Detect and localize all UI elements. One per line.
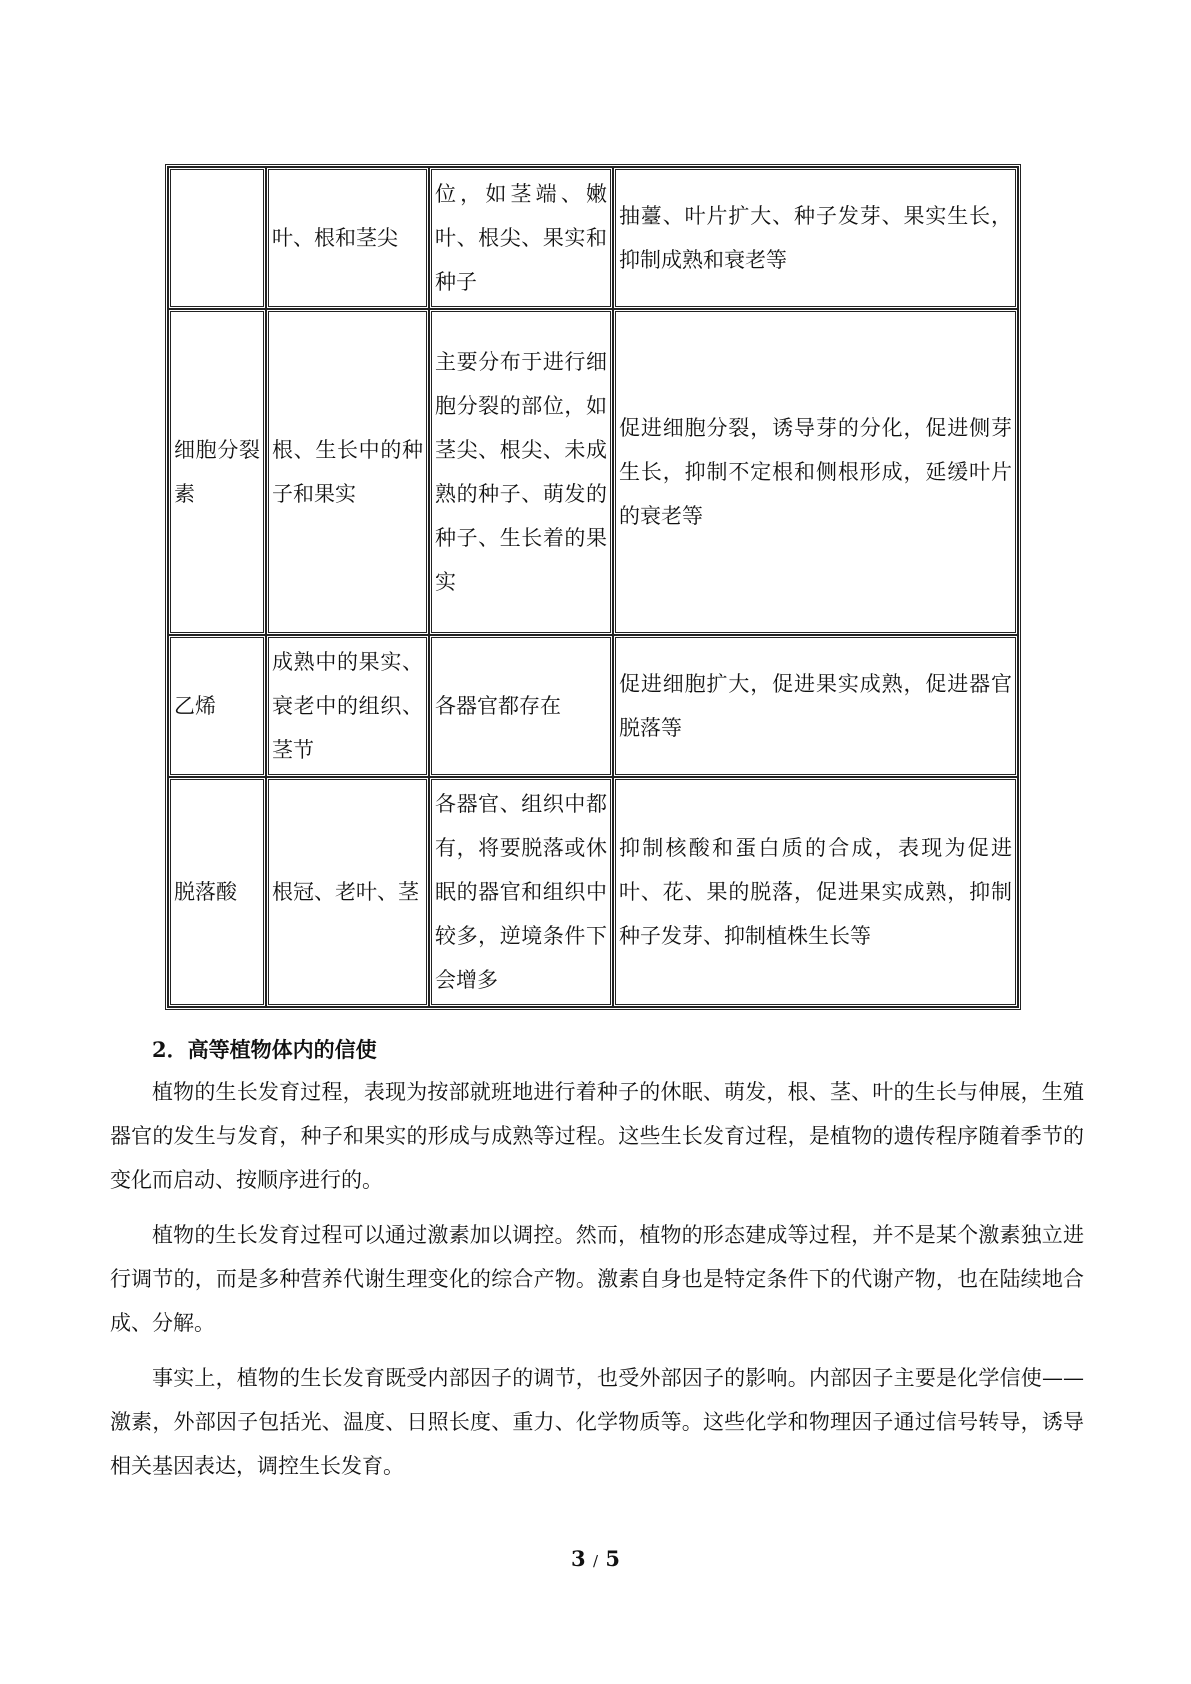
distribution-cell: 各器官、组织中都有，将要脱落或休眠的器官和组织中较多，逆境条件下会增多 [429, 777, 613, 1007]
hormone-name-cell: 细胞分裂素 [168, 309, 266, 635]
function-cell: 促进细胞分裂，诱导芽的分化，促进侧芽生长，抑制不定根和侧根形成，延缓叶片的衰老等 [613, 309, 1018, 635]
distribution-cell: 位，如茎端、嫩叶、根尖、果实和种子 [429, 167, 613, 309]
function-cell: 抑制核酸和蛋白质的合成，表现为促进叶、花、果的脱落，促进果实成熟，抑制种子发芽、抑制植株生长等 [613, 777, 1018, 1007]
synthesis-site-cell: 根、生长中的种子和果实 [266, 309, 429, 635]
body-paragraph: 植物的生长发育过程可以通过激素加以调控。然而，植物的形态建成等过程，并不是某个激素独立进行调节的，而是多种营养代谢生理变化的综合产物。激素自身也是特定条件下的代谢产物，也在陆续地合成、分解。 [110, 1223, 1084, 1335]
function-cell: 抽薹、叶片扩大、种子发芽、果实生长，抑制成熟和衰老等 [613, 167, 1018, 309]
hormone-name-cell: 脱落酸 [168, 777, 266, 1007]
table-row [168, 635, 1018, 777]
synthesis-site-cell: 根冠、老叶、茎 [266, 777, 429, 1007]
table-row [168, 167, 1018, 309]
table-row [168, 777, 1018, 1007]
page-number [0, 1546, 1191, 1571]
synthesis-site-cell: 叶、根和茎尖 [266, 167, 429, 309]
distribution-cell: 主要分布于进行细胞分裂的部位，如茎尖、根尖、未成熟的种子、萌发的种子、生长着的果实 [429, 309, 613, 635]
hormone-name-cell: 乙烯 [168, 635, 266, 777]
page-separator: / [592, 1552, 599, 1570]
body-paragraph: 事实上，植物的生长发育既受内部因子的调节，也受外部因子的影响。内部因子主要是化学信使——激素，外部因子包括光、温度、日照长度、重力、化学物质等。这些化学和物理因子通过信号转导，诱导相关基因表达，调控生长发育。 [110, 1366, 1084, 1478]
body-paragraph: 植物的生长发育过程，表现为按部就班地进行着种子的休眠、萌发，根、茎、叶的生长与伸展，生殖器官的发生与发育，种子和果实的形成与成熟等过程。这些生长发育过程，是植物的遗传程序随着季节的变化而启动、按顺序进行的。 [110, 1080, 1084, 1192]
distribution-cell: 各器官都存在 [429, 635, 613, 777]
page-total: 5 [605, 1546, 620, 1571]
function-cell: 促进细胞扩大，促进果实成熟，促进器官脱落等 [613, 635, 1018, 777]
table-row [168, 309, 1018, 635]
synthesis-site-cell: 成熟中的果实、衰老中的组织、茎节 [266, 635, 429, 777]
section-heading: 2．高等植物体内的信使 [152, 1037, 377, 1062]
hormone-table [165, 164, 1021, 1010]
page-current: 3 [571, 1546, 586, 1571]
hormone-name-cell [168, 167, 266, 309]
